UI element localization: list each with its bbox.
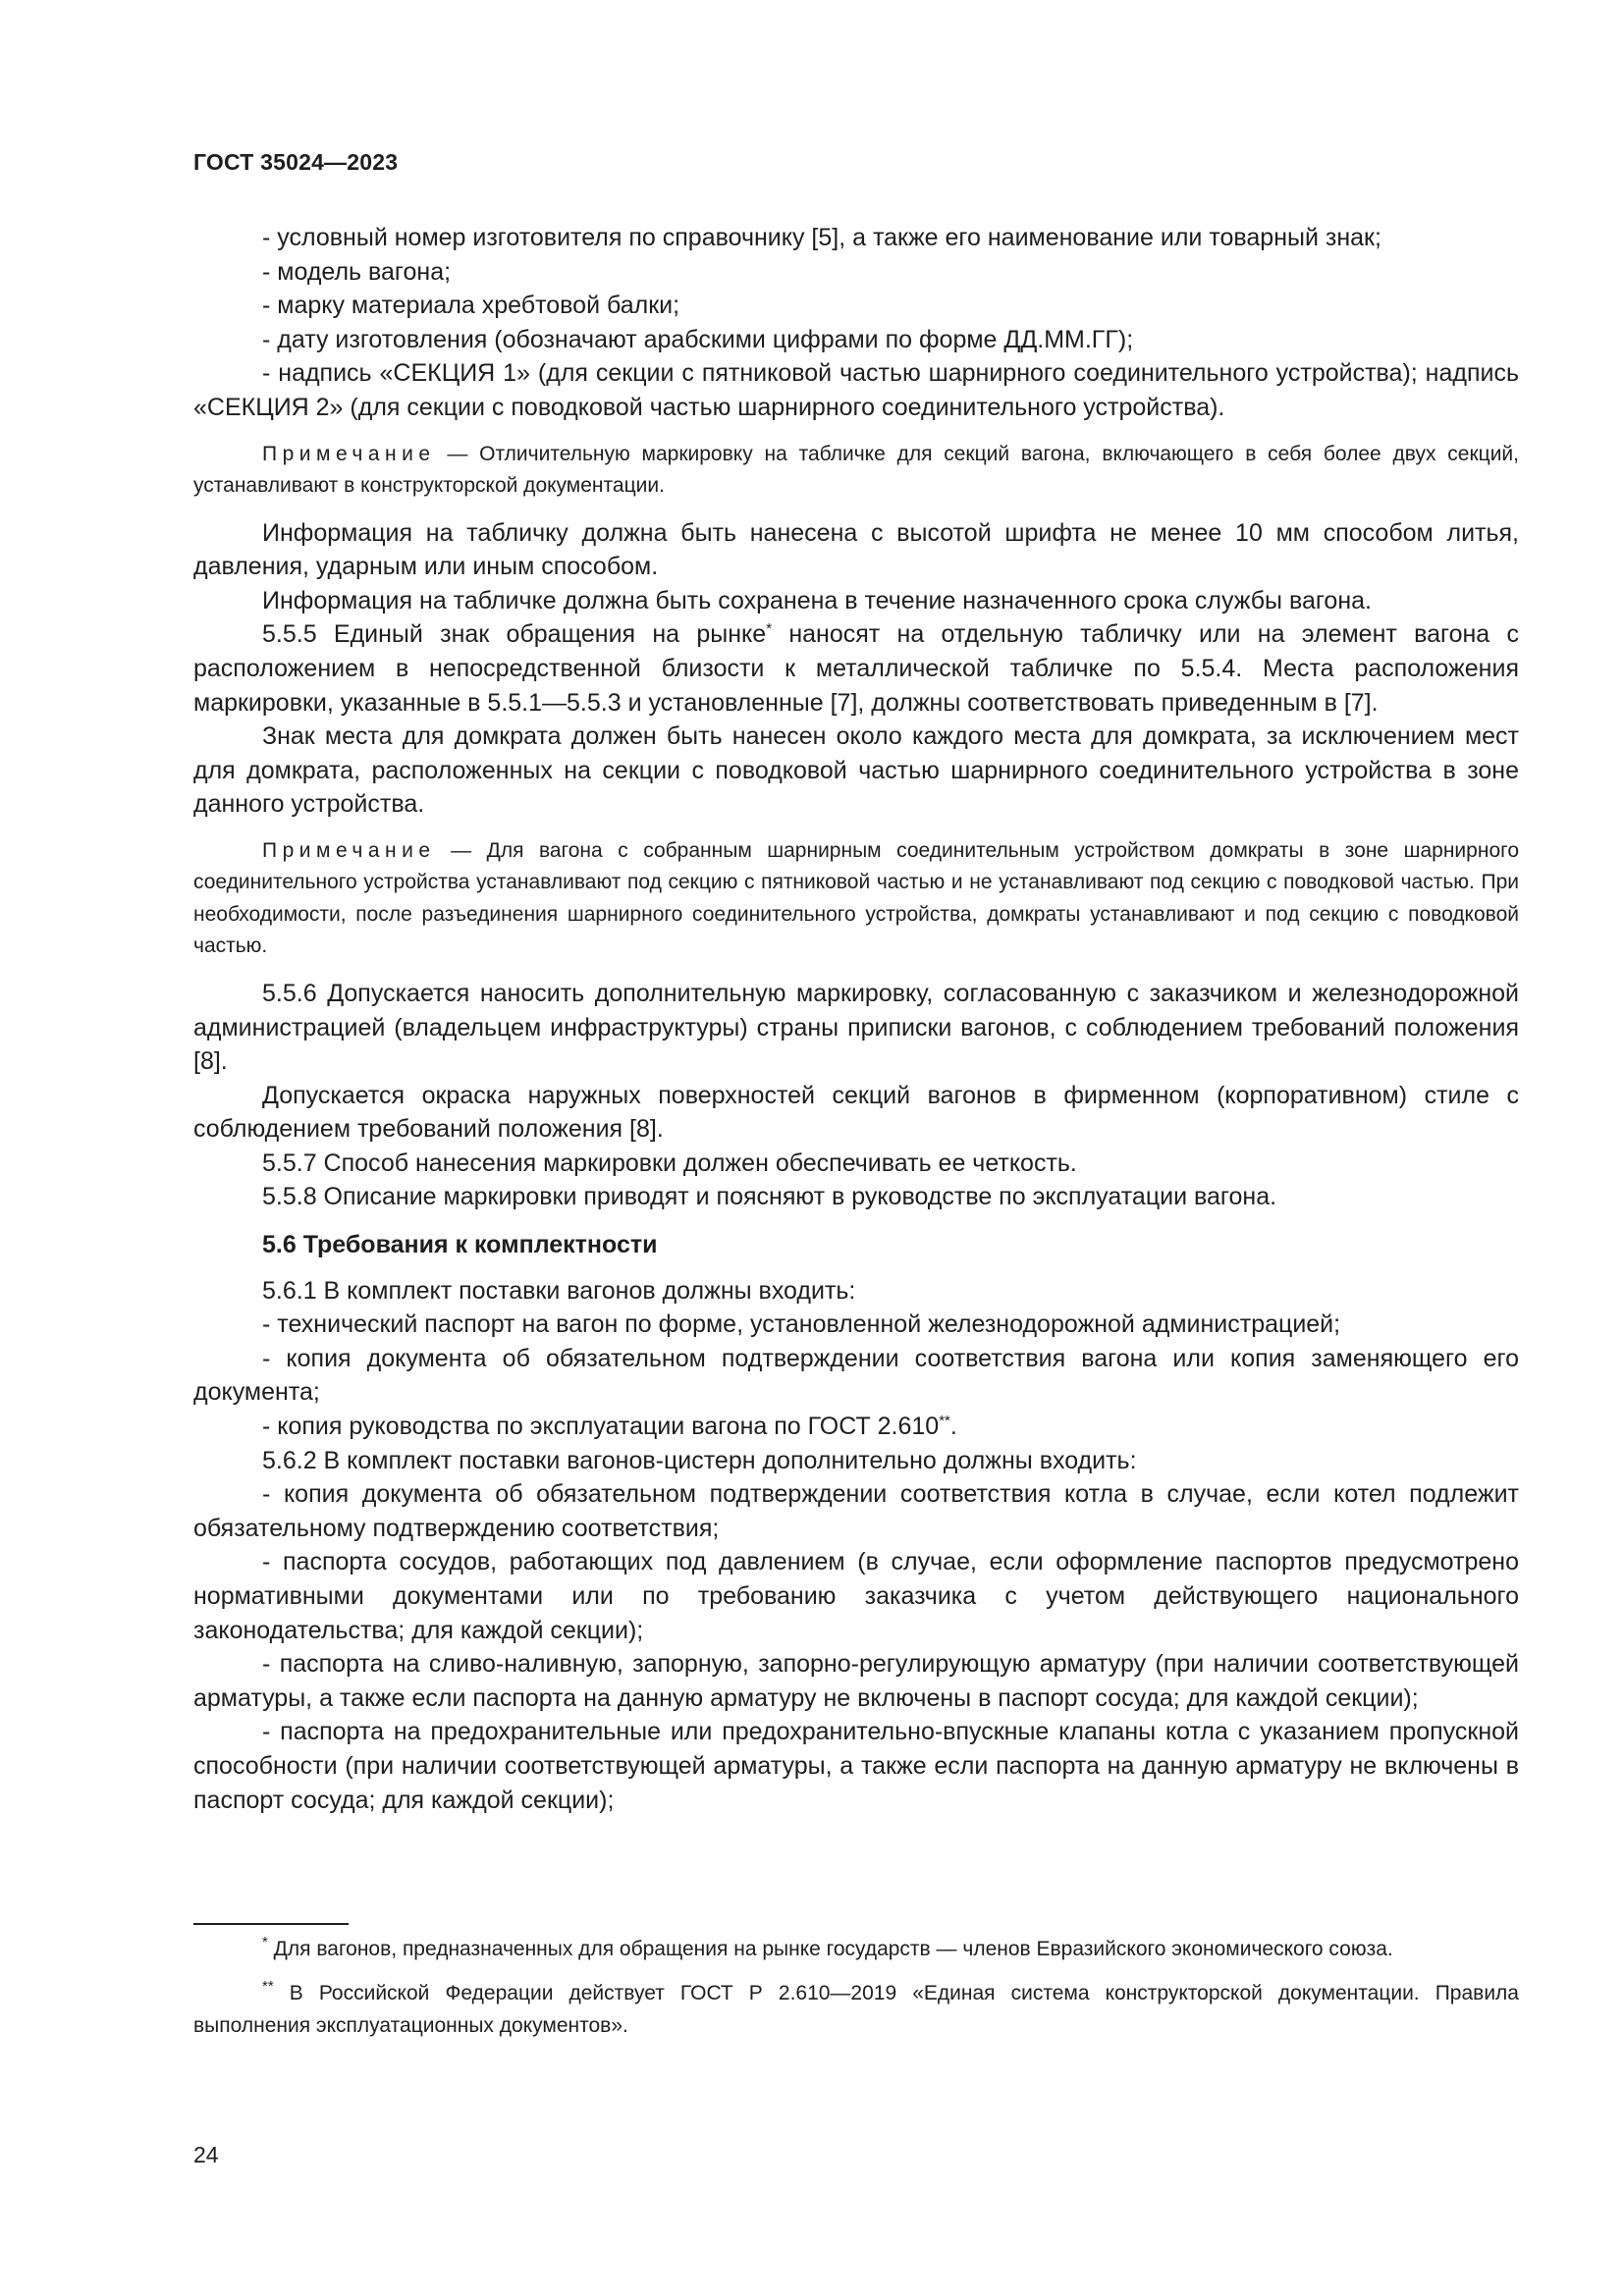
paragraph-5-5-5: 5.5.5 Единый знак обращения на рынке* наносят на отдельную табличку или на элемент вагона с расположением в непосредственной близости к металлической табличке по 5.5.4. Места расположения маркировки, указанные в 5.5.1—5.5.3 и установленные [7], должны соответствовать приведенным в [7]. [193, 620, 1520, 717]
footnote-divider [193, 1923, 349, 1925]
list-item-certificate-copy: - копия документа об обязательном подтверждении соответствия вагона или копия заменяющего его документа; [193, 1344, 1519, 1407]
footnote-1: * Для вагонов, предназначенных для обращения на рынке государств — членов Евразийского экономического союза. [262, 1934, 1393, 1960]
note-label: Примечание [262, 442, 436, 465]
note-text: — Для вагона с собранным шарнирным соединительным устройством домкраты в зоне шарнирного соединительного устройства устанавливают под секцию с пятниковой частью и не устанавливают под секцию с поводковой частью. При необходимости, после разъединения шарнирного соединительного устройства, домкраты устанавливают и под секцию с поводковой частью. [193, 838, 1519, 958]
footnote-ref-2: ** [939, 1413, 950, 1430]
paragraph-info-preserved: Информация на табличке должна быть сохранена в течение назначенного срока службы вагона. [262, 586, 1372, 614]
paragraph-5-6-2: 5.6.2 В комплект поставки вагонов-цистерн дополнительно должны входить: [262, 1446, 1137, 1474]
document-body [193, 221, 1519, 1817]
paragraph-5-6-1: 5.6.1 В комплект поставки вагонов должны входить: [262, 1276, 856, 1305]
list-item-safety-valve-passports: - паспорта на предохранительные или предохранительно-впускные клапаны котла с указанием пропускной способности (при наличии соответствующей арматуры, а также если паспорта на данную арматуру не включены в паспорт сосуда; для каждой секции); [193, 1718, 1519, 1814]
paragraph-5-5-7: 5.5.7 Способ нанесения маркировки должен обеспечивать ее четкость. [262, 1148, 1077, 1177]
list-item-boiler-certificate: - копия документа об обязательном подтверждении соответствия котла в случае, если котел подлежит обязательному подтверждению соответствия; [193, 1480, 1519, 1542]
paragraph-font-height: Информация на табличку должна быть нанесена с высотой шрифта не менее 10 мм способом литья, давления, ударным или иным способом. [193, 518, 1519, 581]
note-jacks [193, 835, 1519, 963]
paragraph-painting: Допускается окраска наружных поверхностей секций вагонов в фирменном (корпоративном) стиле с соблюдением требований положения [8]. [193, 1081, 1519, 1144]
list-item-model: - модель вагона; [262, 257, 452, 286]
note-label: Примечание [262, 838, 436, 862]
note-marking [193, 439, 1519, 503]
page-number: 24 [193, 2142, 219, 2167]
section-heading-5-6: 5.6 Требования к комплектности [262, 1231, 658, 1259]
footnote-2: ** В Российской Федерации действует ГОСТ Р 2.610—2019 «Единая система конструкторской документации. Правила выполнения эксплуатационных документов». [193, 1978, 1519, 2037]
paragraph-5-5-6: 5.5.6 Допускается наносить дополнительную маркировку, согласованную с заказчиком и железнодорожной администрацией (владельцем инфраструктуры) страны приписки вагонов, с соблюдением требований положения [8]. [193, 979, 1519, 1076]
list-item-manual-copy: - копия руководства по эксплуатации вагона по ГОСТ 2.610**. [262, 1413, 957, 1441]
list-item-vessel-passports: - паспорта сосудов, работающих под давлением (в случае, если оформление паспортов предусмотрено нормативными документами или по требованию заказчика с учетом действующего национального законодательства; для каждой секции); [193, 1548, 1519, 1644]
footnote-ref-1: * [766, 620, 773, 638]
list-item-date: - дату изготовления (обозначают арабскими цифрами по форме ДД.ММ.ГГ); [262, 325, 1134, 353]
paragraph-jack-sign: Знак места для домкрата должен быть нанесен около каждого места для домкрата, за исключением мест для домкрата, расположенных на секции с поводковой частью шарнирного соединительного устройства в зоне данного устройства. [193, 722, 1519, 819]
document-header: ГОСТ 35024—2023 [193, 149, 399, 175]
note-text: — Отличительную маркировку на табличке для секций вагона, включающего в себя более двух секций, устанавливают в конструкторской документации. [193, 442, 1519, 498]
list-item-valve-passports: - паспорта на сливо-наливную, запорную, запорно-регулирующую арматуру (при наличии соответствующей арматуры, а также если паспорта на данную арматуру не включены в паспорт сосуда; для каждой секции); [193, 1650, 1519, 1712]
list-item-passport: - технический паспорт на вагон по форме, установленной железнодорожной администрацией; [262, 1310, 1341, 1339]
list-item-section-inscription: - надпись «СЕКЦИЯ 1» (для секции с пятниковой частью шарнирного соединительного устройства); надпись «СЕКЦИЯ 2» (для секции с поводковой частью шарнирного соединительного устройства). [193, 359, 1519, 421]
list-item-material: - марку материала хребтовой балки; [262, 292, 680, 320]
paragraph-5-5-8: 5.5.8 Описание маркировки приводят и поясняют в руководстве по эксплуатации вагона. [262, 1183, 1277, 1211]
list-item-manufacturer: - условный номер изготовителя по справочнику [5], а также его наименование или товарный знак; [262, 224, 1381, 251]
footnotes [193, 1923, 1519, 2042]
